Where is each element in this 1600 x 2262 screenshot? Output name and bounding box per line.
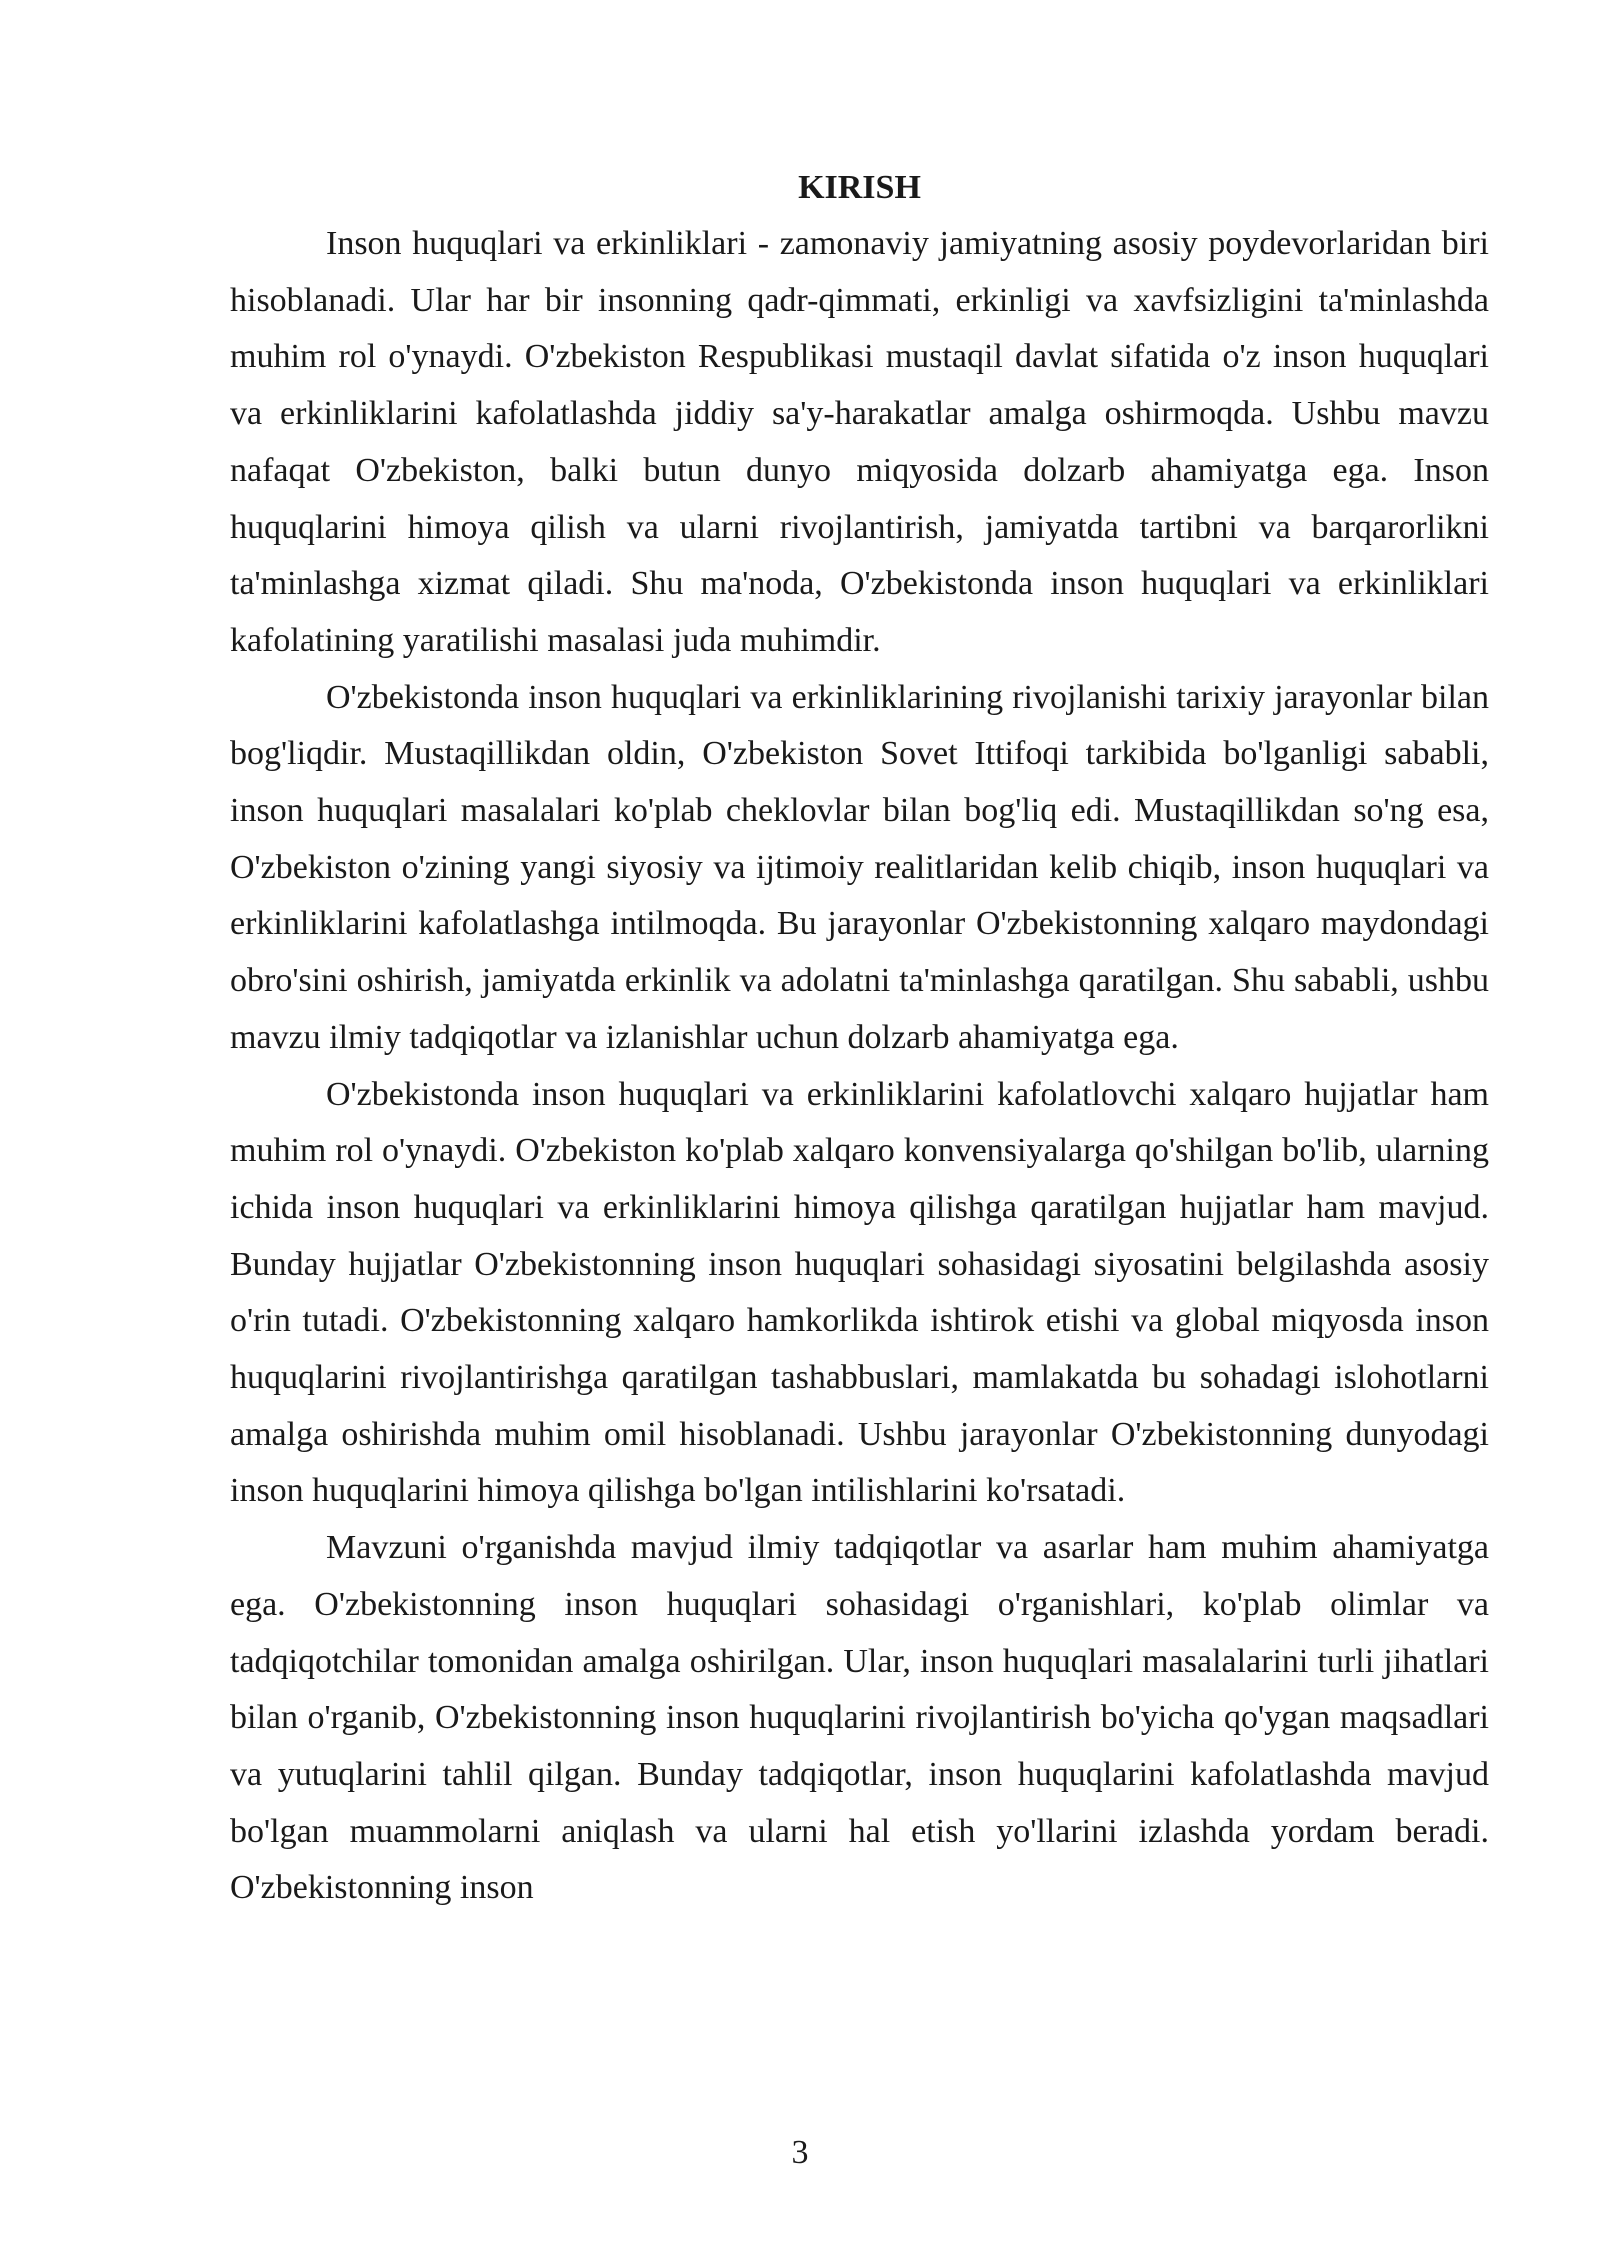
paragraph-4: Mavzuni o'rganishda mavjud ilmiy tadqiqotlar va asarlar ham muhim ahamiyatga ega. O'zbekistonning inson huquqlari sohasidagi o'rganishlari, ko'plab olimlar va tadqiqotchilar tomonidan amalga oshirilgan. Ular, inson huquqlari masalalarini turli jihatlari bilan o'rganib, O'zbekistonning inson huquqlarini rivojlantirish bo'yicha qo'ygan maqsadlari va yutuqlarini tahlil qilgan. Bunday tadqiqotlar, inson huquqlarini kafolatlashda mavjud bo'lgan muammolarni aniqlash va ularni hal etish yo'llarini izlashda yordam beradi. O'zbekistonning inson (230, 1529, 1489, 1907)
paragraph-1: Inson huquqlari va erkinliklari - zamonaviy jamiyatning asosiy poydevorlaridan biri hisoblanadi. Ular har bir insonning qadr-qimmati, erkinligi va xavfsizligini ta'minlashda muhim rol o'ynaydi. O'zbekiston Respublikasi mustaqil davlat sifatida o'z inson huquqlari va erkinliklarini kafolatlashda jiddiy sa'y-harakatlar amalga oshirmoqda. Ushbu mavzu nafaqat O'zbekiston, balki butun dunyo miqyosida dolzarb ahamiyatga ega. Inson huquqlarini himoya qilish va ularni rivojlantirish, jamiyatda tartibni va barqarorlikni ta'minlashga xizmat qiladi. Shu ma'noda, O'zbekistonda inson huquqlari va erkinliklari kafolatining yaratilishi masalasi juda muhimdir. (230, 225, 1489, 659)
paragraph-3: O'zbekistonda inson huquqlari va erkinliklarini kafolatlovchi xalqaro hujjatlar ham muhim rol o'ynaydi. O'zbekiston ko'plab xalqaro konvensiyalarga qo'shilgan bo'lib, ularning ichida inson huquqlari va erkinliklarini himoya qilishga qaratilgan hujjatlar ham mavjud. Bunday hujjatlar O'zbekistonning inson huquqlari sohasidagi siyosatini belgilashda asosiy o'rin tutadi. O'zbekistonning xalqaro hamkorlikda ishtirok etishi va global miqyosda inson huquqlarini rivojlantirishga qaratilgan tashabbuslari, mamlakatda bu sohadagi islohotlarni amalga oshirishda muhim omil hisoblanadi. Ushbu jarayonlar O'zbekistonning dunyodagi inson huquqlarini himoya qilishga bo'lgan intilishlarini ko'rsatadi. (230, 1075, 1489, 1510)
page-heading: KIRISH (798, 169, 921, 206)
page-body (230, 160, 1489, 1917)
page-number: 3 (791, 2134, 809, 2171)
paragraph-2: O'zbekistonda inson huquqlari va erkinliklarining rivojlanishi tarixiy jarayonlar bilan bog'liqdir. Mustaqillikdan oldin, O'zbekiston Sovet Ittifoqi tarkibida bo'lganligi sababli, inson huquqlari masalalari ko'plab cheklovlar bilan bog'liq edi. Mustaqillikdan so'ng esa, O'zbekiston o'zining yangi siyosiy va ijtimoiy realitlaridan kelib chiqib, inson huquqlari va erkinliklarini kafolatlashga intilmoqda. Bu jarayonlar O'zbekistonning xalqaro maydondagi obro'sini oshirish, jamiyatda erkinlik va adolatni ta'minlashga qaratilgan. Shu sababli, ushbu mavzu ilmiy tadqiqotlar va izlanishlar uchun dolzarb ahamiyatga ega. (230, 678, 1489, 1056)
